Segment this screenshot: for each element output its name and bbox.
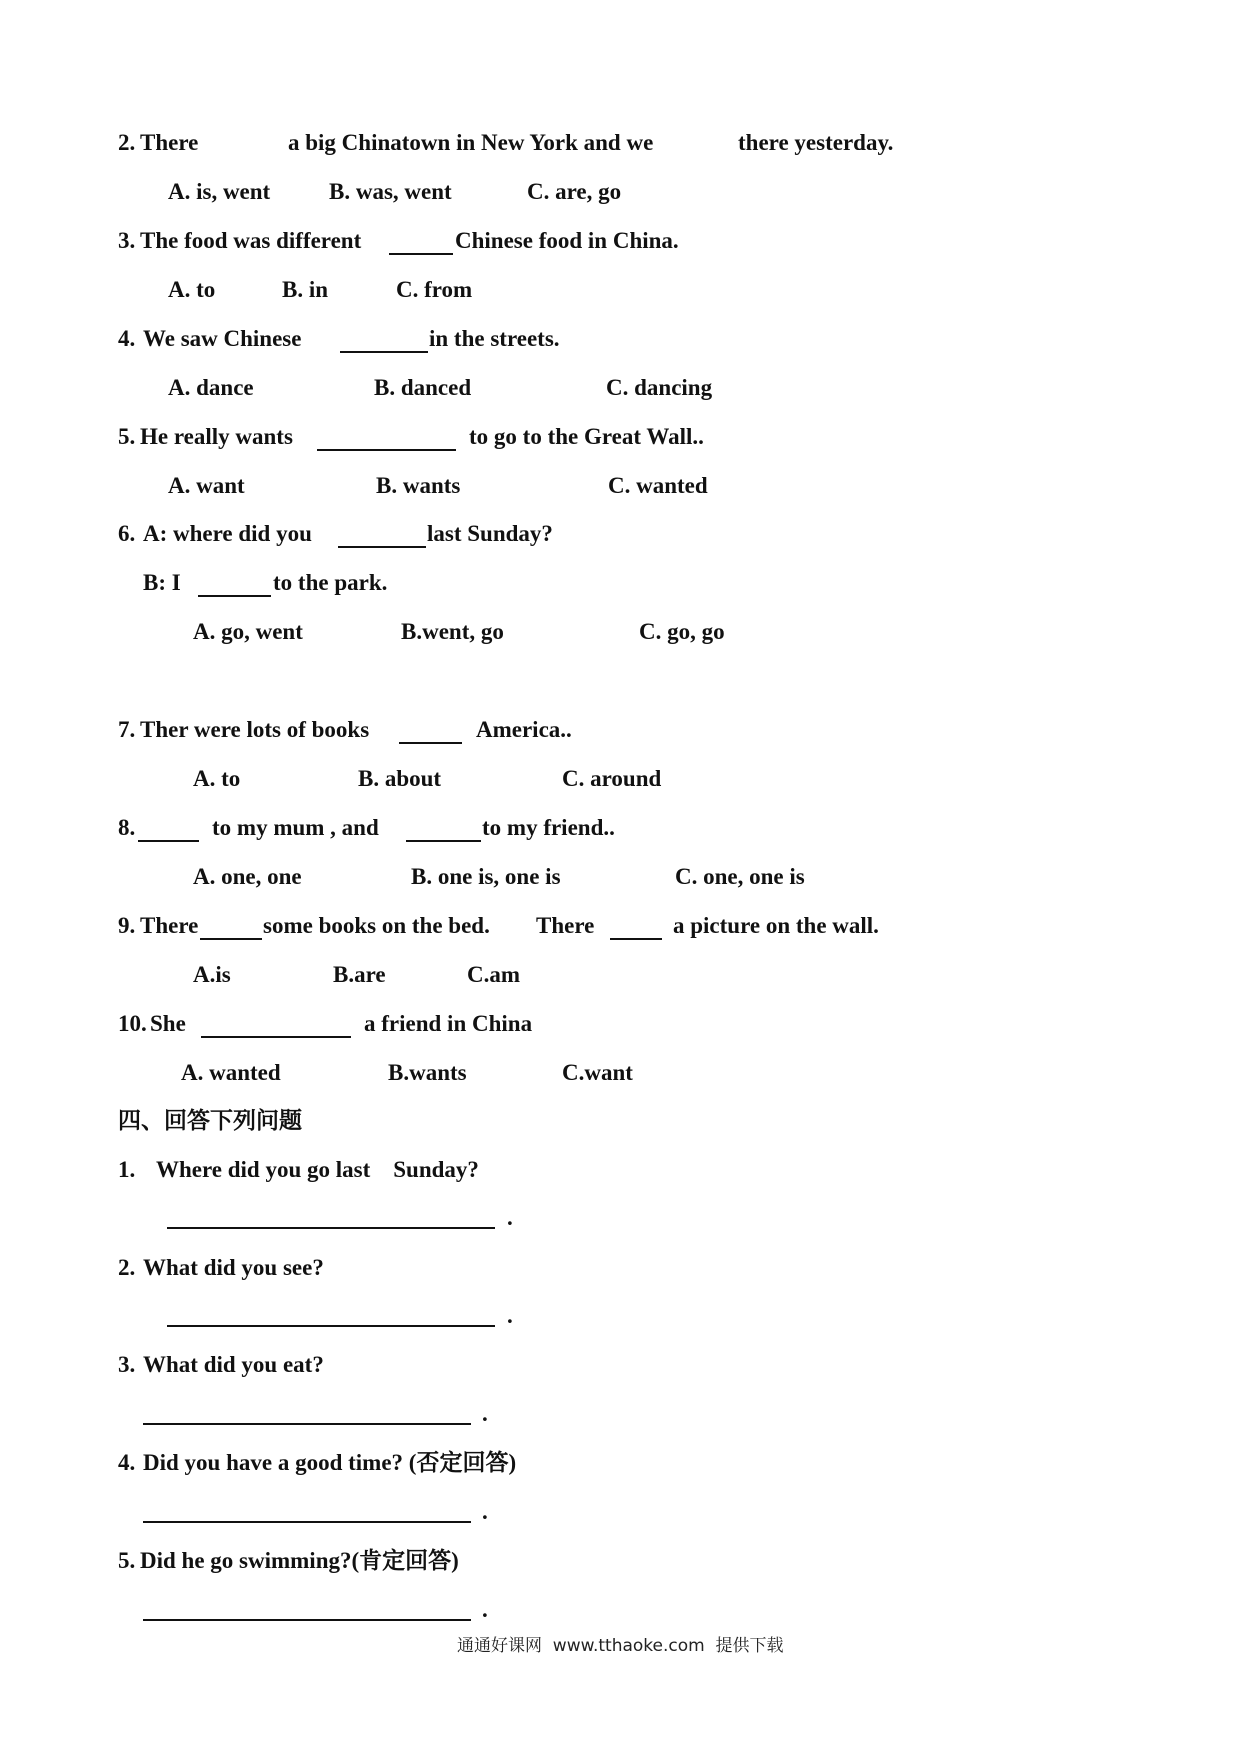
option-b: B. was, went bbox=[329, 179, 452, 204]
question-text: a picture on the wall. bbox=[673, 913, 879, 938]
option-b: B. one is, one is bbox=[411, 864, 561, 889]
item-question: Did you have a good time? (否定回答) bbox=[143, 1450, 517, 1475]
answer-blank[interactable] bbox=[340, 351, 428, 353]
question-text: a big Chinatown in New York and we bbox=[288, 130, 654, 155]
item-question: Did he go swimming?(肯定回答) bbox=[140, 1548, 459, 1573]
question-text: There bbox=[140, 913, 199, 938]
answer-line[interactable] bbox=[167, 1227, 495, 1229]
dialogue-line: to the park. bbox=[273, 570, 388, 595]
question-text: He really wants bbox=[140, 424, 293, 449]
question-text: She bbox=[150, 1011, 186, 1036]
item-number: 5. bbox=[118, 1548, 136, 1573]
answer-blank[interactable] bbox=[198, 595, 271, 597]
question-number: 4. bbox=[118, 326, 136, 351]
option-b: B. wants bbox=[376, 473, 461, 498]
option-a: A. dance bbox=[168, 375, 254, 400]
answer-blank[interactable] bbox=[338, 546, 426, 548]
question-text: some books on the bed. bbox=[263, 913, 490, 938]
option-c: C. are, go bbox=[527, 179, 622, 204]
item-number: 2. bbox=[118, 1255, 136, 1280]
question-number: 3. bbox=[118, 228, 136, 253]
footer-text: 通通好课网 www.tthaoke.com 提供下载 bbox=[457, 1636, 784, 1656]
question-text: to my friend.. bbox=[482, 815, 615, 840]
question-number: 6. bbox=[118, 521, 136, 546]
question-number: 9. bbox=[118, 913, 136, 938]
question-text: in the streets. bbox=[429, 326, 560, 351]
option-b: B.went, go bbox=[401, 619, 504, 644]
option-a: A. one, one bbox=[193, 864, 302, 889]
line-end-period: . bbox=[482, 1597, 488, 1622]
option-b: B. about bbox=[358, 766, 442, 791]
question-number: 7. bbox=[118, 717, 136, 742]
answer-blank[interactable] bbox=[138, 840, 199, 842]
option-a: A. wanted bbox=[181, 1060, 281, 1085]
option-a: A. go, went bbox=[193, 619, 303, 644]
line-end-period: . bbox=[507, 1303, 513, 1328]
item-number: 1. bbox=[118, 1157, 136, 1182]
option-c: C. go, go bbox=[639, 619, 725, 644]
option-c: C.want bbox=[562, 1060, 633, 1085]
option-a: A. want bbox=[168, 473, 245, 498]
line-end-period: . bbox=[482, 1401, 488, 1426]
question-text: Ther were lots of books bbox=[140, 717, 370, 742]
answer-blank[interactable] bbox=[406, 840, 481, 842]
option-b: B. danced bbox=[374, 375, 472, 400]
question-text: America.. bbox=[476, 717, 572, 742]
question-text: A: where did you bbox=[143, 521, 312, 546]
answer-blank[interactable] bbox=[317, 449, 456, 451]
option-c: C. around bbox=[562, 766, 662, 791]
question-text: There bbox=[536, 913, 595, 938]
answer-line[interactable] bbox=[167, 1325, 495, 1327]
item-question: Where did you go last Sunday? bbox=[156, 1157, 479, 1182]
answer-blank[interactable] bbox=[200, 938, 262, 940]
item-number: 4. bbox=[118, 1450, 136, 1475]
question-text: We saw Chinese bbox=[143, 326, 302, 351]
option-a: A. to bbox=[168, 277, 216, 302]
answer-blank[interactable] bbox=[399, 742, 462, 744]
question-number: 8. bbox=[118, 815, 136, 840]
option-c: C. wanted bbox=[608, 473, 708, 498]
question-number: 5. bbox=[118, 424, 136, 449]
item-number: 3. bbox=[118, 1352, 136, 1377]
item-question: What did you see? bbox=[143, 1255, 324, 1280]
answer-blank[interactable] bbox=[201, 1036, 351, 1038]
answer-blank[interactable] bbox=[610, 938, 662, 940]
question-text: last Sunday? bbox=[427, 521, 553, 546]
option-b: B.wants bbox=[388, 1060, 467, 1085]
question-number: 10. bbox=[118, 1011, 147, 1036]
question-number: 2. bbox=[118, 130, 136, 155]
dialogue-line: B: I bbox=[143, 570, 181, 595]
answer-line[interactable] bbox=[143, 1423, 471, 1425]
question-text: a friend in China bbox=[364, 1011, 533, 1036]
section-heading: 四、回答下列问题 bbox=[118, 1108, 302, 1133]
item-question: What did you eat? bbox=[143, 1352, 324, 1377]
question-text: there yesterday. bbox=[738, 130, 894, 155]
option-b: B.are bbox=[333, 962, 386, 987]
option-a: A. to bbox=[193, 766, 241, 791]
answer-line[interactable] bbox=[143, 1521, 471, 1523]
question-text: The food was different bbox=[140, 228, 362, 253]
question-text: There bbox=[140, 130, 199, 155]
line-end-period: . bbox=[507, 1205, 513, 1230]
question-text: Chinese food in China. bbox=[455, 228, 679, 253]
option-c: C. dancing bbox=[606, 375, 713, 400]
option-c: C. from bbox=[396, 277, 473, 302]
answer-blank[interactable] bbox=[389, 253, 453, 255]
question-text: to go to the Great Wall.. bbox=[469, 424, 704, 449]
option-c: C.am bbox=[467, 962, 521, 987]
option-a: A.is bbox=[193, 962, 231, 987]
line-end-period: . bbox=[482, 1499, 488, 1524]
question-text: to my mum , and bbox=[212, 815, 379, 840]
answer-line[interactable] bbox=[143, 1619, 471, 1621]
option-b: B. in bbox=[282, 277, 329, 302]
option-c: C. one, one is bbox=[675, 864, 805, 889]
option-a: A. is, went bbox=[168, 179, 271, 204]
